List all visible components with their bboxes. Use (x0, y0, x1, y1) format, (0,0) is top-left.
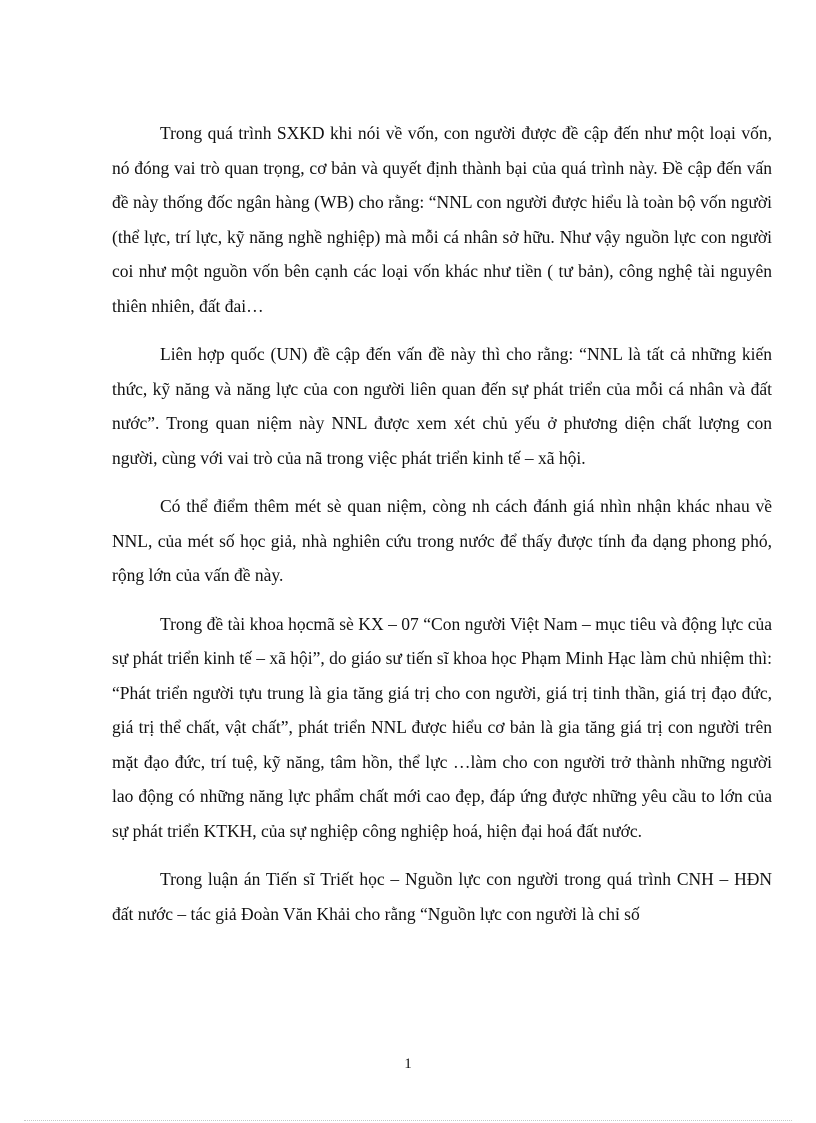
paragraph: Trong quá trình SXKD khi nói về vốn, con người được đề cập đến như một loại vốn, nó đóng vai trò quan trọng, cơ bản và quyết định thành bại của quá trình này. Đề cập đến vấn đề này thống đốc ngân hàng (WB) cho rằng: “NNL con người được hiểu là toàn bộ vốn người (thể lực, trí lực, kỹ năng nghề nghiệp) mà mỗi cá nhân sở hữu. Như vậy nguồn lực con người coi như một nguồn vốn bên cạnh các loại vốn khác như tiền ( tư bản), công nghệ tài nguyên thiên nhiên, đất đai… (112, 123, 772, 316)
paragraph: Trong luận án Tiến sĩ Triết học – Nguồn lực con người trong quá trình CNH – HĐN đất nước – tác giả Đoàn Văn Khải cho rằng “Nguồn lực con người là chỉ số (112, 869, 772, 924)
paragraph: Trong đề tài khoa họcmã sè KX – 07 “Con người Việt Nam – mục tiêu và động lực của sự phát triển kinh tế – xã hội”, do giáo sư tiến sĩ khoa học Phạm Minh Hạc làm chủ nhiệm thì: “Phát triển người tựu trung là gia tăng giá trị cho con người, giá trị tinh thần, giá trị đạo đức, giá trị thể chất, vật chất”, phát triển NNL được hiểu cơ bản là gia tăng giá trị con người trên mặt đạo đức, trí tuệ, kỹ năng, tâm hồn, thể lực …làm cho con người trở thành những người lao động có những năng lực phẩm chất mới cao đẹp, đáp ứng được những yêu cầu to lớn của sự phát triển KTKH, của sự nghiệp công nghiệp hoá, hiện đại hoá đất nước. (112, 613, 772, 841)
paragraph: Liên hợp quốc (UN) đề cập đến vấn đề này thì cho rằng: “NNL là tất cả những kiến thức, kỹ năng và năng lực của con người liên quan đến sự phát triển của mỗi cá nhân và đất nước”. Trong quan niệm này NNL được xem xét chủ yếu ở phương diện chất lượng con người, cùng với vai trò của nã trong việc phát triển kinh tế – xã hội. (112, 344, 772, 468)
paragraph: Có thể điểm thêm mét sè quan niệm, còng nh cách đánh giá nhìn nhận khác nhau về NNL, của mét số học giả, nhà nghiên cứu trong nước để thấy được tính đa dạng phong phó, rộng lớn của vấn đề này. (112, 496, 772, 585)
page-number: 1 (404, 1056, 412, 1072)
document-body (112, 116, 772, 945)
page-divider (24, 1120, 792, 1121)
